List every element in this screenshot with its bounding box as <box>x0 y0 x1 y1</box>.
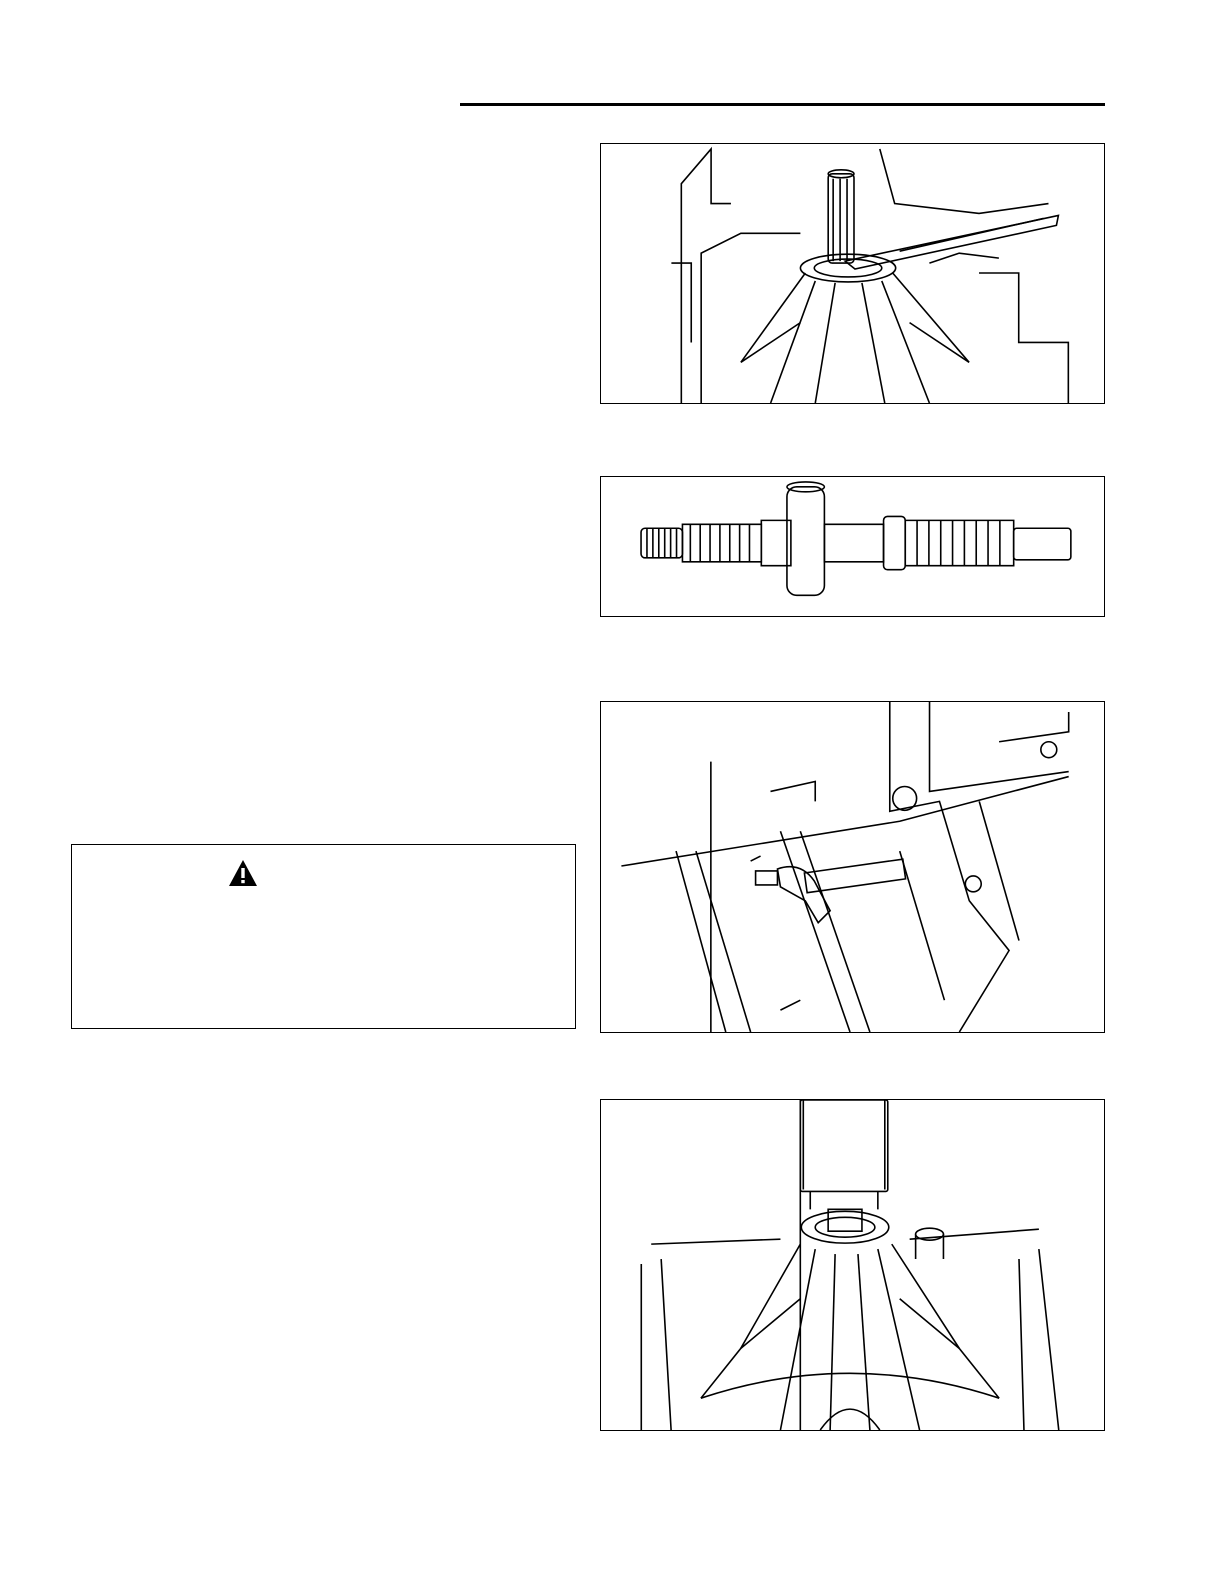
warning-triangle-icon <box>228 859 258 887</box>
shift-lever-illustration <box>601 702 1104 1032</box>
figure-shaft-bearing <box>600 476 1105 617</box>
figure-shift-lever <box>600 701 1105 1033</box>
figure-bearing-installation <box>600 1099 1105 1431</box>
warning-box <box>71 844 576 1029</box>
figure-seal-removal <box>600 143 1105 404</box>
bearing-driver-illustration <box>601 1100 1104 1430</box>
shaft-illustration <box>601 477 1104 616</box>
seal-removal-illustration <box>601 144 1104 403</box>
header-rule <box>460 103 1105 106</box>
